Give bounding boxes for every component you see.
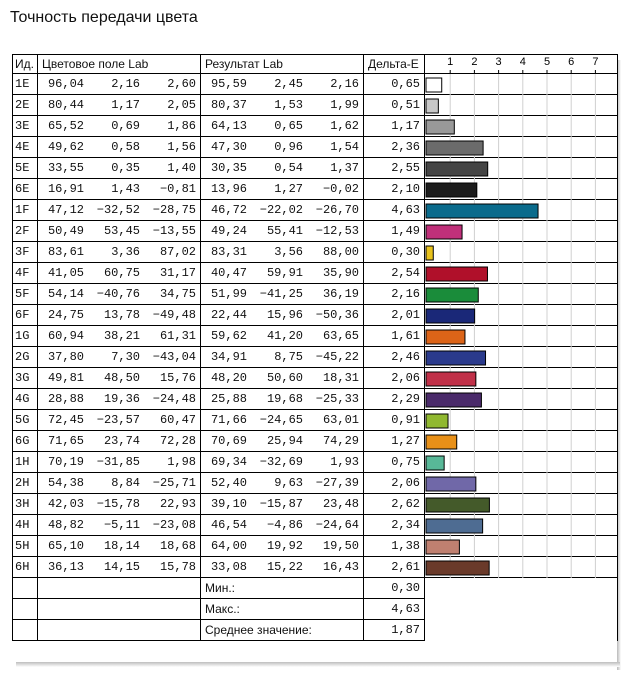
patch-id: 2G bbox=[13, 347, 38, 368]
lab-component: 19,68 bbox=[266, 392, 303, 406]
lab-component: 51,99 bbox=[210, 287, 247, 301]
field-lab-values bbox=[38, 389, 201, 410]
patch-id: 2H bbox=[13, 473, 38, 494]
field-lab-values bbox=[38, 221, 201, 242]
bar-2E bbox=[426, 99, 438, 113]
lab-component: 30,35 bbox=[210, 161, 247, 175]
field-lab-values bbox=[38, 305, 201, 326]
lab-component: 74,29 bbox=[322, 434, 359, 448]
bar-3H bbox=[426, 498, 489, 512]
lab-component: 36,13 bbox=[47, 560, 84, 574]
result-lab-values bbox=[201, 305, 364, 326]
result-lab-values bbox=[201, 242, 364, 263]
summary-average-label: Среднее значение: bbox=[201, 620, 364, 641]
lab-component: 15,78 bbox=[159, 560, 196, 574]
delta-e-value: 2,10 bbox=[364, 179, 425, 200]
result-lab-values bbox=[201, 158, 364, 179]
lab-component: 13,96 bbox=[210, 182, 247, 196]
result-lab-values bbox=[201, 473, 364, 494]
lab-component: −25,33 bbox=[315, 392, 359, 406]
bar-3G bbox=[426, 372, 476, 386]
header-field-lab: Цветовое поле Lab bbox=[38, 55, 201, 74]
lab-component: 9,63 bbox=[274, 476, 303, 490]
field-lab-values bbox=[38, 494, 201, 515]
lab-component: 95,59 bbox=[210, 77, 247, 91]
field-lab-values bbox=[38, 74, 201, 95]
bar-4G bbox=[426, 393, 481, 407]
lab-component: −50,36 bbox=[315, 308, 359, 322]
lab-component: 15,76 bbox=[159, 371, 196, 385]
lab-component: −24,48 bbox=[152, 392, 196, 406]
lab-component: −43,04 bbox=[152, 350, 196, 364]
lab-component: 46,72 bbox=[210, 203, 247, 217]
field-lab-values bbox=[38, 515, 201, 536]
x-tick-label: 3 bbox=[495, 56, 502, 68]
patch-id: 1F bbox=[13, 200, 38, 221]
field-lab-values bbox=[38, 263, 201, 284]
result-lab-values bbox=[201, 389, 364, 410]
lab-component: 38,21 bbox=[103, 329, 140, 343]
lab-component: 54,38 bbox=[47, 476, 84, 490]
field-lab-values bbox=[38, 95, 201, 116]
summary-max-label: Макс.: bbox=[201, 599, 364, 620]
bar-2F bbox=[426, 225, 462, 239]
panel-shadow-bottom bbox=[16, 662, 620, 667]
bar-4F bbox=[426, 267, 487, 281]
lab-component: 33,08 bbox=[210, 560, 247, 574]
lab-component: 18,14 bbox=[103, 539, 140, 553]
lab-component: 48,50 bbox=[103, 371, 140, 385]
lab-component: 2,45 bbox=[274, 77, 303, 91]
patch-id: 6G bbox=[13, 431, 38, 452]
lab-component: 28,88 bbox=[47, 392, 84, 406]
patch-id: 5G bbox=[13, 410, 38, 431]
patch-id: 4H bbox=[13, 515, 38, 536]
delta-e-value: 0,91 bbox=[364, 410, 425, 431]
lab-component: 64,00 bbox=[210, 539, 247, 553]
lab-component: 47,30 bbox=[210, 140, 247, 154]
lab-component: −40,76 bbox=[96, 287, 140, 301]
lab-component: −25,71 bbox=[152, 476, 196, 490]
lab-component: 72,28 bbox=[159, 434, 196, 448]
result-lab-values bbox=[201, 494, 364, 515]
field-lab-values bbox=[38, 179, 201, 200]
lab-component: 0,96 bbox=[274, 140, 303, 154]
lab-component: −27,39 bbox=[315, 476, 359, 490]
lab-component: 52,40 bbox=[210, 476, 247, 490]
lab-component: 41,20 bbox=[266, 329, 303, 343]
lab-component: 2,16 bbox=[111, 77, 140, 91]
result-lab-values bbox=[201, 515, 364, 536]
patch-id: 1G bbox=[13, 326, 38, 347]
lab-component: 47,12 bbox=[47, 203, 84, 217]
delta-e-value: 0,65 bbox=[364, 74, 425, 95]
x-tick-label: 7 bbox=[592, 56, 599, 68]
lab-component: 23,74 bbox=[103, 434, 140, 448]
delta-e-value: 2,55 bbox=[364, 158, 425, 179]
lab-component: 1,62 bbox=[330, 119, 359, 133]
lab-component: −41,25 bbox=[259, 287, 303, 301]
result-lab-values bbox=[201, 179, 364, 200]
field-lab-values bbox=[38, 557, 201, 578]
lab-component: 22,93 bbox=[159, 497, 196, 511]
field-lab-values bbox=[38, 410, 201, 431]
header-delta-e: Дельта-E bbox=[364, 55, 425, 74]
lab-component: 34,75 bbox=[159, 287, 196, 301]
delta-e-value: 2,46 bbox=[364, 347, 425, 368]
lab-component: 48,20 bbox=[210, 371, 247, 385]
lab-component: 49,81 bbox=[47, 371, 84, 385]
bar-4H bbox=[426, 519, 483, 533]
lab-component: 40,47 bbox=[210, 266, 247, 280]
lab-component: 36,19 bbox=[322, 287, 359, 301]
patch-id: 6H bbox=[13, 557, 38, 578]
patch-id: 6E bbox=[13, 179, 38, 200]
lab-component: −13,55 bbox=[152, 224, 196, 238]
patch-id: 5F bbox=[13, 284, 38, 305]
lab-component: 70,69 bbox=[210, 434, 247, 448]
delta-e-value: 0,75 bbox=[364, 452, 425, 473]
bar-5H bbox=[426, 540, 459, 554]
lab-component: 2,05 bbox=[167, 98, 196, 112]
lab-component: 80,44 bbox=[47, 98, 84, 112]
delta-e-value: 1,38 bbox=[364, 536, 425, 557]
lab-component: 0,58 bbox=[111, 140, 140, 154]
lab-component: 69,34 bbox=[210, 455, 247, 469]
lab-component: 7,30 bbox=[111, 350, 140, 364]
field-lab-values bbox=[38, 368, 201, 389]
field-lab-values bbox=[38, 326, 201, 347]
lab-component: −26,70 bbox=[315, 203, 359, 217]
summary-max-value: 4,63 bbox=[364, 599, 425, 620]
lab-component: 37,80 bbox=[47, 350, 84, 364]
lab-component: 23,48 bbox=[322, 497, 359, 511]
lab-component: −49,48 bbox=[152, 308, 196, 322]
lab-component: 83,61 bbox=[47, 245, 84, 259]
lab-component: 24,75 bbox=[47, 308, 84, 322]
result-lab-values bbox=[201, 410, 364, 431]
lab-component: 65,52 bbox=[47, 119, 84, 133]
summary-average-value: 1,87 bbox=[364, 620, 425, 641]
patch-id: 4F bbox=[13, 263, 38, 284]
result-lab-values bbox=[201, 347, 364, 368]
lab-component: 59,91 bbox=[266, 266, 303, 280]
lab-component: 60,75 bbox=[103, 266, 140, 280]
header-id: Ид. bbox=[13, 55, 38, 74]
lab-component: 1,43 bbox=[111, 182, 140, 196]
delta-e-value: 1,49 bbox=[364, 221, 425, 242]
lab-component: 60,94 bbox=[47, 329, 84, 343]
patch-id: 3G bbox=[13, 368, 38, 389]
lab-component: 1,98 bbox=[167, 455, 196, 469]
header-result-lab: Результат Lab bbox=[201, 55, 364, 74]
delta-e-value: 2,36 bbox=[364, 137, 425, 158]
field-lab-values bbox=[38, 158, 201, 179]
lab-component: 48,82 bbox=[47, 518, 84, 532]
result-lab-values bbox=[201, 326, 364, 347]
lab-component: −23,08 bbox=[152, 518, 196, 532]
lab-component: 61,31 bbox=[159, 329, 196, 343]
lab-component: −23,57 bbox=[96, 413, 140, 427]
delta-e-value: 2,06 bbox=[364, 368, 425, 389]
result-lab-values bbox=[201, 74, 364, 95]
bar-4E bbox=[426, 141, 483, 155]
bar-6H bbox=[426, 561, 489, 575]
lab-component: 2,60 bbox=[167, 77, 196, 91]
field-lab-values bbox=[38, 473, 201, 494]
lab-component: 63,01 bbox=[322, 413, 359, 427]
result-lab-values bbox=[201, 368, 364, 389]
bar-2G bbox=[426, 351, 486, 365]
bar-5E bbox=[426, 162, 488, 176]
lab-component: 25,94 bbox=[266, 434, 303, 448]
lab-component: −28,75 bbox=[152, 203, 196, 217]
lab-component: 19,36 bbox=[103, 392, 140, 406]
delta-e-value: 0,30 bbox=[364, 242, 425, 263]
lab-component: 53,45 bbox=[103, 224, 140, 238]
lab-component: −0,81 bbox=[159, 182, 196, 196]
lab-component: 1,99 bbox=[330, 98, 359, 112]
delta-e-value: 1,27 bbox=[364, 431, 425, 452]
lab-component: 64,13 bbox=[210, 119, 247, 133]
bar-5F bbox=[426, 288, 478, 302]
delta-e-value: 1,17 bbox=[364, 116, 425, 137]
lab-component: 50,49 bbox=[47, 224, 84, 238]
lab-component: 35,90 bbox=[322, 266, 359, 280]
bar-6E bbox=[426, 183, 477, 197]
lab-component: −24,64 bbox=[315, 518, 359, 532]
lab-component: 3,36 bbox=[111, 245, 140, 259]
field-lab-values bbox=[38, 452, 201, 473]
lab-component: 0,54 bbox=[274, 161, 303, 175]
lab-component: 72,45 bbox=[47, 413, 84, 427]
x-tick-label: 1 bbox=[447, 56, 454, 68]
lab-component: 1,17 bbox=[111, 98, 140, 112]
delta-e-value: 0,51 bbox=[364, 95, 425, 116]
lab-component: 1,86 bbox=[167, 119, 196, 133]
lab-component: 63,65 bbox=[322, 329, 359, 343]
field-lab-values bbox=[38, 242, 201, 263]
lab-component: 88,00 bbox=[322, 245, 359, 259]
lab-component: 49,24 bbox=[210, 224, 247, 238]
lab-component: 3,56 bbox=[274, 245, 303, 259]
result-lab-values bbox=[201, 221, 364, 242]
bar-1G bbox=[426, 330, 465, 344]
lab-component: 1,40 bbox=[167, 161, 196, 175]
lab-component: −32,69 bbox=[259, 455, 303, 469]
lab-component: 39,10 bbox=[210, 497, 247, 511]
result-lab-values bbox=[201, 116, 364, 137]
bar-2H bbox=[426, 477, 476, 491]
lab-component: 60,47 bbox=[159, 413, 196, 427]
lab-component: 22,44 bbox=[210, 308, 247, 322]
lab-component: 31,17 bbox=[159, 266, 196, 280]
lab-component: 25,88 bbox=[210, 392, 247, 406]
patch-id: 5H bbox=[13, 536, 38, 557]
lab-component: 1,54 bbox=[330, 140, 359, 154]
bar-6G bbox=[426, 435, 457, 449]
lab-component: 41,05 bbox=[47, 266, 84, 280]
lab-component: 0,65 bbox=[274, 119, 303, 133]
patch-id: 6F bbox=[13, 305, 38, 326]
delta-e-value: 2,01 bbox=[364, 305, 425, 326]
lab-component: 19,92 bbox=[266, 539, 303, 553]
lab-component: 14,15 bbox=[103, 560, 140, 574]
field-lab-values bbox=[38, 536, 201, 557]
lab-component: 42,03 bbox=[47, 497, 84, 511]
lab-component: 65,10 bbox=[47, 539, 84, 553]
patch-id: 1E bbox=[13, 74, 38, 95]
patch-id: 3F bbox=[13, 242, 38, 263]
summary-min-value: 0,30 bbox=[364, 578, 425, 599]
result-lab-values bbox=[201, 263, 364, 284]
result-lab-values bbox=[201, 536, 364, 557]
patch-id: 3E bbox=[13, 116, 38, 137]
lab-component: 87,02 bbox=[159, 245, 196, 259]
lab-component: 46,54 bbox=[210, 518, 247, 532]
x-tick-label: 4 bbox=[519, 56, 526, 68]
bar-6F bbox=[426, 309, 475, 323]
x-tick-label: 6 bbox=[568, 56, 575, 68]
lab-component: 55,41 bbox=[266, 224, 303, 238]
result-lab-values bbox=[201, 431, 364, 452]
field-lab-values bbox=[38, 347, 201, 368]
lab-component: 1,56 bbox=[167, 140, 196, 154]
patch-id: 2E bbox=[13, 95, 38, 116]
x-tick-label: 5 bbox=[543, 56, 551, 68]
bar-3F bbox=[426, 246, 433, 260]
patch-id: 3H bbox=[13, 494, 38, 515]
result-lab-values bbox=[201, 452, 364, 473]
lab-component: 96,04 bbox=[47, 77, 84, 91]
lab-component: −32,52 bbox=[96, 203, 140, 217]
lab-component: 1,37 bbox=[330, 161, 359, 175]
lab-component: 19,50 bbox=[322, 539, 359, 553]
lab-component: −5,11 bbox=[103, 518, 140, 532]
bar-1E bbox=[426, 78, 442, 92]
lab-component: 71,65 bbox=[47, 434, 84, 448]
lab-component: 1,53 bbox=[274, 98, 303, 112]
patch-id: 5E bbox=[13, 158, 38, 179]
result-lab-values bbox=[201, 557, 364, 578]
field-lab-values bbox=[38, 200, 201, 221]
lab-component: 0,35 bbox=[111, 161, 140, 175]
bar-3E bbox=[426, 120, 454, 134]
lab-component: 15,22 bbox=[266, 560, 303, 574]
lab-component: 54,14 bbox=[47, 287, 84, 301]
lab-component: −12,53 bbox=[315, 224, 359, 238]
lab-component: −15,78 bbox=[96, 497, 140, 511]
result-lab-values bbox=[201, 284, 364, 305]
lab-component: 34,91 bbox=[210, 350, 247, 364]
patch-id: 4G bbox=[13, 389, 38, 410]
lab-component: 0,69 bbox=[111, 119, 140, 133]
field-lab-values bbox=[38, 116, 201, 137]
bar-5G bbox=[426, 414, 448, 428]
lab-component: 1,93 bbox=[330, 455, 359, 469]
field-lab-values bbox=[38, 431, 201, 452]
patch-id: 4E bbox=[13, 137, 38, 158]
field-lab-values bbox=[38, 284, 201, 305]
lab-component: 2,16 bbox=[330, 77, 359, 91]
chart-title: Точность передачи цвета bbox=[10, 9, 198, 26]
lab-component: −22,02 bbox=[259, 203, 303, 217]
lab-component: 83,31 bbox=[210, 245, 247, 259]
delta-e-value: 2,34 bbox=[364, 515, 425, 536]
patch-id: 1H bbox=[13, 452, 38, 473]
lab-component: 15,96 bbox=[266, 308, 303, 322]
lab-component: 8,84 bbox=[111, 476, 140, 490]
lab-component: 18,31 bbox=[322, 371, 359, 385]
result-lab-values bbox=[201, 200, 364, 221]
lab-component: 49,62 bbox=[47, 140, 84, 154]
lab-component: −24,65 bbox=[259, 413, 303, 427]
lab-component: 16,91 bbox=[47, 182, 84, 196]
lab-component: 13,78 bbox=[103, 308, 140, 322]
x-tick-label: 2 bbox=[471, 56, 478, 68]
lab-component: −0,02 bbox=[322, 182, 359, 196]
lab-component: 50,60 bbox=[266, 371, 303, 385]
lab-component: 80,37 bbox=[210, 98, 247, 112]
summary-min-label: Мин.: bbox=[201, 578, 364, 599]
delta-e-value: 2,29 bbox=[364, 389, 425, 410]
delta-e-bar-chart bbox=[424, 55, 617, 660]
lab-component: 16,43 bbox=[322, 560, 359, 574]
lab-component: 59,62 bbox=[210, 329, 247, 343]
delta-e-value: 2,54 bbox=[364, 263, 425, 284]
delta-e-value: 2,62 bbox=[364, 494, 425, 515]
lab-component: 8,75 bbox=[274, 350, 303, 364]
bar-1F bbox=[426, 204, 538, 218]
patch-id: 2F bbox=[13, 221, 38, 242]
lab-component: 33,55 bbox=[47, 161, 84, 175]
delta-e-value: 4,63 bbox=[364, 200, 425, 221]
field-lab-values bbox=[38, 137, 201, 158]
result-lab-values bbox=[201, 137, 364, 158]
lab-component: 1,27 bbox=[274, 182, 303, 196]
bar-1H bbox=[426, 456, 444, 470]
delta-e-value: 2,16 bbox=[364, 284, 425, 305]
lab-component: 70,19 bbox=[47, 455, 84, 469]
lab-component: −15,87 bbox=[259, 497, 303, 511]
result-lab-values bbox=[201, 95, 364, 116]
lab-component: −45,22 bbox=[315, 350, 359, 364]
lab-component: 71,66 bbox=[210, 413, 247, 427]
lab-component: −4,86 bbox=[266, 518, 303, 532]
lab-component: −31,85 bbox=[96, 455, 140, 469]
delta-e-value: 1,61 bbox=[364, 326, 425, 347]
delta-e-value: 2,06 bbox=[364, 473, 425, 494]
delta-e-value: 2,61 bbox=[364, 557, 425, 578]
lab-component: 18,68 bbox=[159, 539, 196, 553]
